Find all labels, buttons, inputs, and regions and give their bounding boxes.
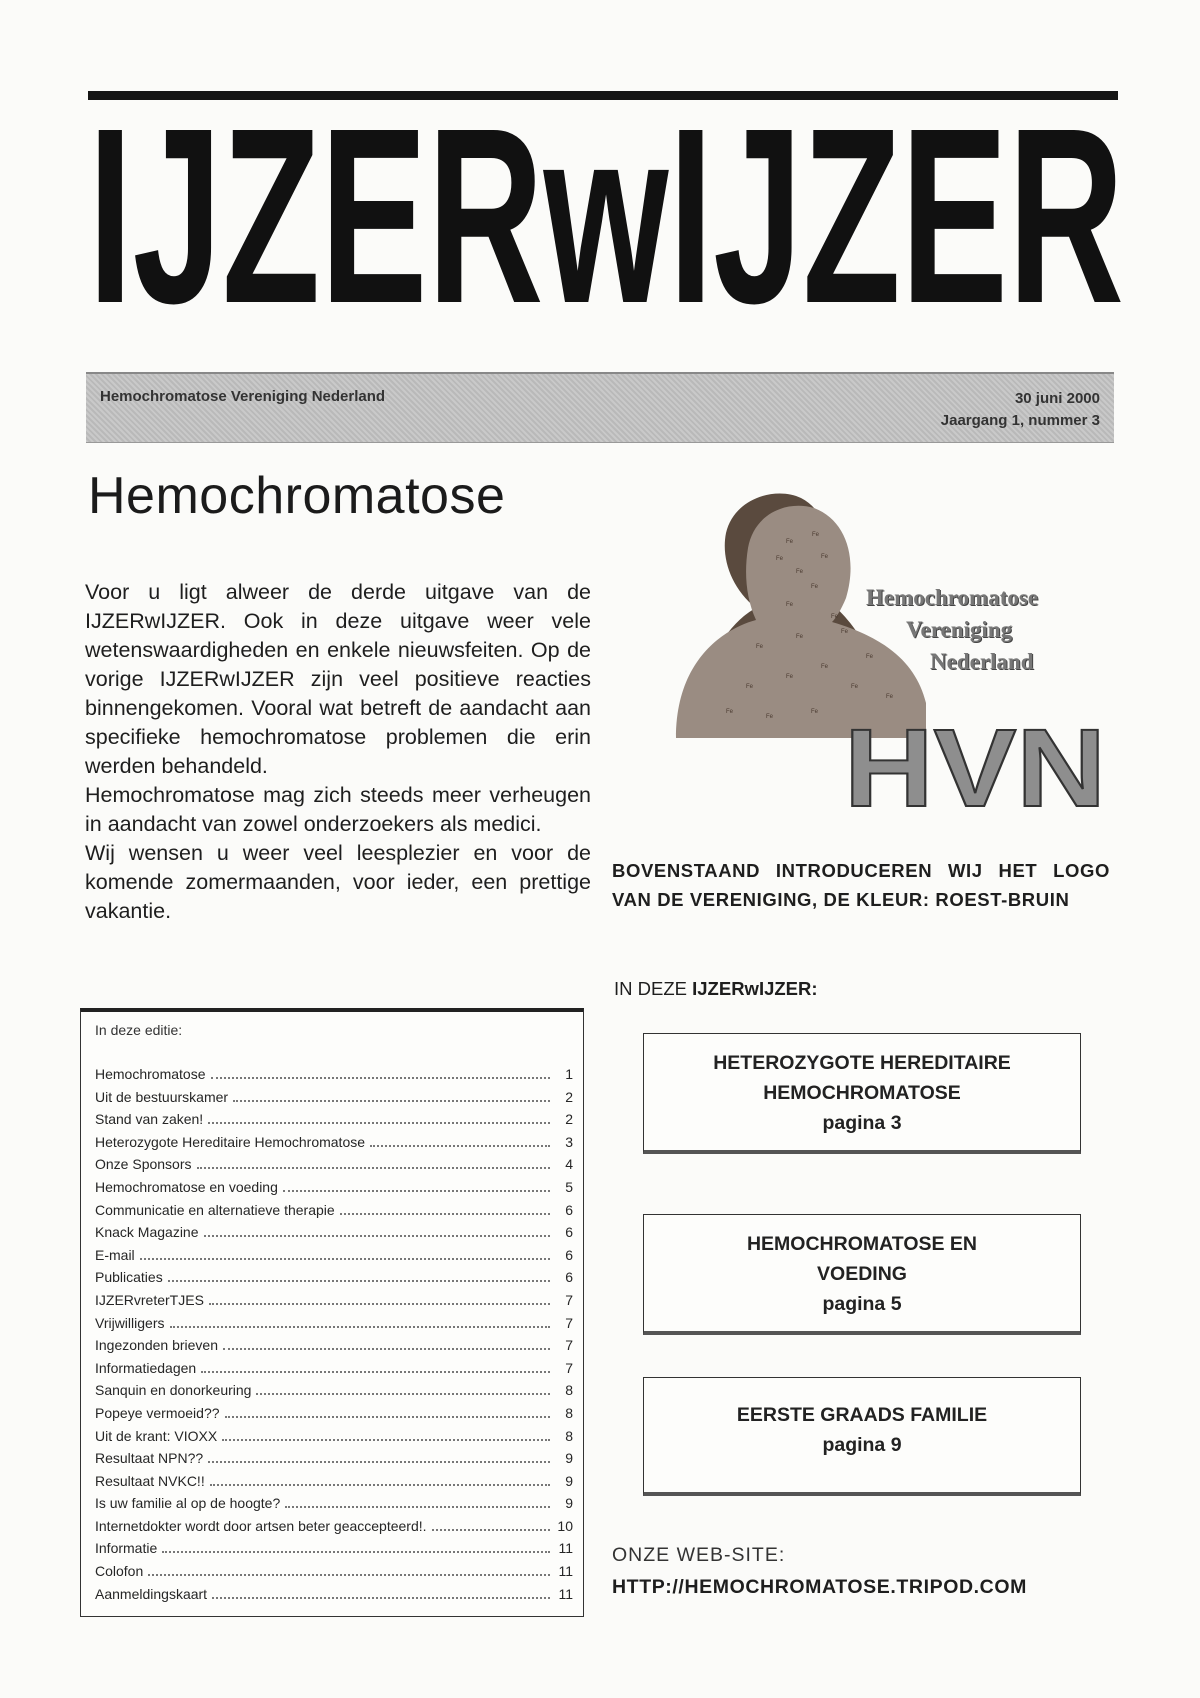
toc-item-label: Publicaties [95,1269,163,1286]
toc-row [95,1111,573,1134]
toc-dot-leader [233,1100,550,1102]
masthead-wordmark [82,96,1132,332]
toc-dot-leader [225,1416,550,1418]
table-of-contents [80,1008,584,1617]
in-this-issue-prefix: IN DEZE [614,978,693,999]
toc-item-label: Informatie [95,1540,158,1557]
toc-row [95,1473,573,1496]
toc-row [95,1156,573,1179]
toc-item-page: 10 [557,1517,573,1534]
toc-dot-leader [170,1326,551,1328]
highlight-box [643,1377,1081,1496]
toc-item-page: 7 [565,1314,573,1331]
highlight-title-line: EERSTE GRAADS FAMILIE [736,1404,988,1426]
toc-item-page: 9 [565,1472,573,1489]
front-figure-shape [676,506,926,738]
toc-item-label: Informatiedagen [95,1359,197,1376]
toc-item-label: Vrijwilligers [95,1314,165,1331]
masthead-title [82,96,1132,332]
toc-row [95,1292,573,1315]
toc-item-page: 9 [565,1450,573,1467]
toc-item-label: Resultaat NPN?? [95,1450,204,1467]
toc-dot-leader [370,1145,550,1147]
toc-item-page: 1 [565,1066,573,1082]
iron-marker: Fe [851,684,859,690]
toc-row [95,1540,573,1563]
toc-item-page: 9 [565,1495,573,1512]
highlight-title-line: VOEDING [817,1263,907,1285]
toc-dot-leader [208,1122,550,1124]
header-band [86,372,1114,443]
toc-item-label: Ingezonden brieven [95,1337,218,1354]
toc-item-page: 7 [565,1359,573,1376]
toc-list [95,1066,573,1608]
toc-row [95,1089,573,1112]
iron-marker: Fe [776,556,784,562]
organization-name: Hemochromatose Vereniging Nederland [100,388,386,405]
article-body [85,578,591,926]
toc-item-page: 7 [565,1291,573,1308]
toc-dot-leader [208,1461,550,1463]
toc-item-page: 5 [565,1178,573,1195]
toc-dot-leader [223,1348,550,1350]
toc-dot-leader [211,1077,551,1079]
highlight-title-line: HEMOCHROMATOSE [763,1082,961,1104]
iron-marker: Fe [786,539,794,545]
toc-dot-leader [283,1190,550,1192]
toc-item-label: Sanquin en donorkeuring [95,1382,252,1399]
iron-marker: Fe [821,664,829,670]
toc-row [95,1179,573,1202]
toc-row [95,1360,573,1383]
toc-row [95,1337,573,1360]
iron-marker: Fe [786,674,794,680]
iron-marker: Fe [726,709,734,715]
in-this-issue-name: IJZERwIJZER: [692,978,818,999]
toc-dot-leader [201,1371,550,1373]
hvn-logo [636,488,1116,818]
toc-item-label: Stand van zaken! [95,1111,204,1128]
toc-dot-leader [432,1529,550,1531]
toc-item-page: 7 [565,1337,573,1354]
toc-row [95,1586,573,1609]
iron-marker: Fe [811,584,819,590]
iron-marker: Fe [786,602,794,608]
toc-item-page: 11 [558,1585,573,1602]
iron-marker: Fe [756,644,764,650]
issue-number: Jaargang 1, nummer 3 [940,412,1100,429]
toc-dot-leader [140,1258,550,1260]
highlight-page: pagina 3 [822,1112,902,1134]
toc-row [95,1247,573,1270]
toc-item-label: IJZERvreterTJES [95,1291,204,1308]
toc-item-label: Internetdokter wordt door artsen beter geaccepteerd!. [95,1517,427,1534]
toc-row [95,1202,573,1225]
toc-dot-leader [256,1393,550,1395]
toc-item-page: 6 [565,1269,573,1286]
iron-marker: Fe [812,532,820,538]
logo-name-line-3: Nederland [930,649,1034,674]
toc-row [95,1066,573,1089]
toc-item-page: 11 [558,1563,573,1580]
article-paragraph: Voor u ligt alweer de derde uitgave van de IJZERwIJZER. Ook in deze uitgave weer vele wetenswaardigheden en enkele nieuwsfeiten. Op de vorige IJZERwIJZER zijn veel positieve reacties binnengekomen. Vooral wat betreft de aandacht aan specifieke hemochromatose problemen die erin werden behandeld. [85,580,591,778]
iron-marker: Fe [886,694,894,700]
toc-item-label: Hemochromatose [95,1066,206,1082]
iron-marker: Fe [796,569,804,575]
iron-marker: Fe [831,614,839,620]
toc-row [95,1428,573,1451]
masthead-wordmark-text: IJZERwIJZER [88,96,1124,332]
article-headline: Hemochromatose [88,467,506,525]
highlight-box [643,1033,1081,1154]
highlight-title-line: HETEROZYGOTE HEREDITAIRE [713,1052,1011,1074]
toc-dot-leader [168,1280,550,1282]
toc-row [95,1563,573,1586]
iron-marker: Fe [746,684,754,690]
toc-item-label: Resultaat NVKC!! [95,1472,205,1489]
website-url[interactable]: HTTP://HEMOCHROMATOSE.TRIPOD.COM [612,1576,1027,1598]
issue-date: 30 juni 2000 [1014,390,1100,407]
toc-dot-leader [285,1506,550,1508]
in-this-issue-heading [614,978,818,1000]
toc-item-label: Communicatie en alternatieve therapie [95,1201,335,1218]
toc-dot-leader [210,1484,550,1486]
toc-item-page: 3 [565,1133,573,1150]
website-label: ONZE WEB-SITE: [612,1544,786,1566]
toc-item-page: 4 [565,1156,573,1173]
toc-item-page: 2 [565,1088,573,1105]
highlight-box [643,1214,1081,1335]
highlight-page: pagina 5 [822,1293,902,1315]
toc-row [95,1518,573,1541]
toc-row [95,1315,573,1338]
toc-item-page: 8 [565,1427,573,1444]
iron-marker: Fe [841,629,849,635]
highlight-title-line: HEMOCHROMATOSE EN [746,1233,978,1255]
toc-item-label: Heterozygote Hereditaire Hemochromatose [95,1133,366,1150]
article-paragraph: Hemochromatose mag zich steeds meer verheugen in aandacht van zowel onderzoekers als medici. [85,783,591,836]
toc-item-label: Is uw familie al op de hoogte? [95,1495,281,1512]
toc-row [95,1224,573,1247]
toc-dot-leader [197,1167,551,1169]
logo-figures-graphic [636,488,1116,818]
toc-item-label: Onze Sponsors [95,1156,192,1173]
iron-marker: Fe [821,554,829,560]
toc-item-page: 6 [565,1246,573,1263]
toc-item-page: 6 [565,1224,573,1241]
toc-row [95,1382,573,1405]
iron-marker: Fe [866,654,874,660]
toc-item-label: Colofon [95,1563,144,1580]
toc-dot-leader [212,1597,550,1599]
toc-dot-leader [204,1235,550,1237]
toc-dot-leader [209,1303,550,1305]
toc-item-page: 6 [565,1201,573,1218]
toc-item-label: Hemochromatose en voeding [95,1178,278,1195]
toc-item-label: Aanmeldingskaart [95,1585,208,1602]
logo-acronym: HVN [844,707,1106,818]
highlight-page: pagina 9 [822,1434,902,1456]
toc-row [95,1269,573,1292]
toc-item-page: 11 [558,1540,573,1557]
toc-item-page: 8 [565,1382,573,1399]
toc-dot-leader [162,1551,550,1553]
toc-item-label: Knack Magazine [95,1224,199,1241]
toc-row [95,1134,573,1157]
article-paragraph: Wij wensen u weer veel leesplezier en voor de komende zomermaanden, voor ieder, een prettige vakantie. [85,841,591,923]
toc-item-label: Popeye vermoeid?? [95,1404,220,1421]
toc-dot-leader [222,1439,550,1441]
toc-item-label: Uit de bestuurskamer [95,1088,229,1105]
toc-row [95,1405,573,1428]
toc-row [95,1450,573,1473]
toc-row [95,1495,573,1518]
logo-name-line-1: Hemochromatose [866,585,1039,610]
toc-item-label: E-mail [95,1246,135,1263]
logo-name-line-2: Vereniging [906,617,1013,642]
toc-dot-leader [340,1213,550,1215]
toc-item-page: 8 [565,1404,573,1421]
iron-marker: Fe [811,709,819,715]
iron-marker: Fe [796,634,804,640]
toc-dot-leader [148,1574,550,1576]
toc-item-page: 2 [565,1111,573,1128]
toc-title: In deze editie: [95,1022,183,1038]
iron-marker: Fe [766,714,774,720]
logo-caption: BOVENSTAAND INTRODUCEREN WIJ HET LOGO VAN DE VERENIGING, DE KLEUR: ROEST-BRUIN [612,860,1110,910]
toc-item-label: Uit de krant: VIOXX [95,1427,218,1444]
